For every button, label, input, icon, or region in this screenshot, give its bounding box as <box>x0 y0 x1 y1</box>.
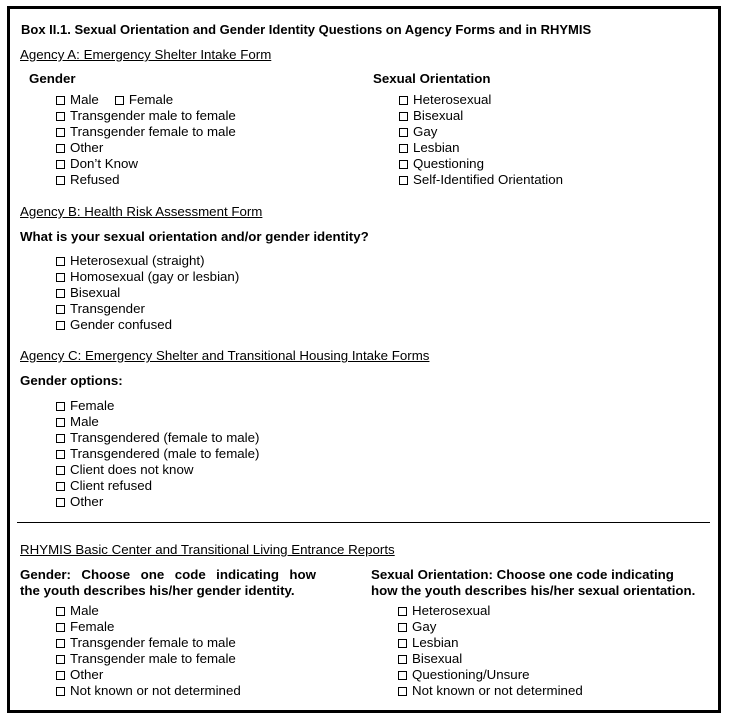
section-divider <box>17 522 710 523</box>
option-other[interactable]: Other <box>56 667 241 683</box>
checkbox-icon[interactable] <box>56 273 65 282</box>
checkbox-icon[interactable] <box>56 498 65 507</box>
checkbox-icon[interactable] <box>398 639 407 648</box>
agency-b-heading: Agency B: Health Risk Assessment Form <box>20 204 263 219</box>
agency-b-question: What is your sexual orientation and/or gender identity? <box>20 229 369 244</box>
checkbox-icon[interactable] <box>56 655 65 664</box>
checkbox-icon[interactable] <box>56 257 65 266</box>
option-gender-confused[interactable]: Gender confused <box>56 317 239 333</box>
option-transgender[interactable]: Transgender <box>56 301 239 317</box>
option-lesbian[interactable]: Lesbian <box>399 140 563 156</box>
rhymis-sexual-orientation-options <box>398 603 583 699</box>
checkbox-icon[interactable] <box>56 176 65 185</box>
checkbox-icon[interactable] <box>56 160 65 169</box>
option-heterosexual-straight[interactable]: Heterosexual (straight) <box>56 253 239 269</box>
option-questioning[interactable]: Questioning <box>399 156 563 172</box>
option-transgender-ftm[interactable]: Transgender female to male <box>56 124 236 140</box>
option-transgender-mtf[interactable]: Transgender male to female <box>56 651 241 667</box>
checkbox-icon[interactable] <box>56 402 65 411</box>
checkbox-icon[interactable] <box>56 607 65 616</box>
checkbox-icon[interactable] <box>56 687 65 696</box>
option-gay[interactable]: Gay <box>398 619 583 635</box>
rhymis-sexual-orientation-question: Sexual Orientation: Choose one code indicating how the youth describes his/her sexual orientation. <box>371 567 696 598</box>
checkbox-icon[interactable] <box>56 305 65 314</box>
rhymis-gender-question: Gender: Choose one code indicating how the youth describes his/her gender identity. <box>20 567 316 598</box>
checkbox-icon[interactable] <box>56 639 65 648</box>
checkbox-icon[interactable] <box>399 144 408 153</box>
option-refused[interactable]: Refused <box>56 172 236 188</box>
option-heterosexual[interactable]: Heterosexual <box>398 603 583 619</box>
checkbox-icon[interactable] <box>398 655 407 664</box>
option-transgendered-ftm[interactable]: Transgendered (female to male) <box>56 430 259 446</box>
checkbox-icon[interactable] <box>398 671 407 680</box>
option-bisexual[interactable]: Bisexual <box>56 285 239 301</box>
checkbox-icon[interactable] <box>399 112 408 121</box>
checkbox-icon[interactable] <box>399 176 408 185</box>
option-bisexual[interactable]: Bisexual <box>399 108 563 124</box>
checkbox-icon[interactable] <box>56 450 65 459</box>
option-female[interactable]: Female <box>56 619 241 635</box>
option-client-refused[interactable]: Client refused <box>56 478 259 494</box>
checkbox-icon[interactable] <box>115 96 124 105</box>
rhymis-gender-options <box>56 603 241 699</box>
agency-b-options <box>56 253 239 333</box>
checkbox-icon[interactable] <box>398 623 407 632</box>
option-female[interactable]: Female <box>115 92 173 108</box>
agency-a-gender-label: Gender <box>29 71 76 86</box>
checkbox-icon[interactable] <box>399 128 408 137</box>
checkbox-icon[interactable] <box>398 687 407 696</box>
checkbox-icon[interactable] <box>56 434 65 443</box>
checkbox-icon[interactable] <box>56 128 65 137</box>
option-dont-know[interactable]: Don’t Know <box>56 156 236 172</box>
option-not-known[interactable]: Not known or not determined <box>398 683 583 699</box>
agency-c-options <box>56 398 259 510</box>
checkbox-icon[interactable] <box>56 96 65 105</box>
checkbox-icon[interactable] <box>399 160 408 169</box>
checkbox-icon[interactable] <box>399 96 408 105</box>
option-transgender-mtf[interactable]: Transgender male to female <box>56 108 236 124</box>
agency-c-heading: Agency C: Emergency Shelter and Transitional Housing Intake Forms <box>20 348 430 363</box>
checkbox-icon[interactable] <box>56 466 65 475</box>
option-other[interactable]: Other <box>56 494 259 510</box>
option-transgendered-mtf[interactable]: Transgendered (male to female) <box>56 446 259 462</box>
option-questioning-unsure[interactable]: Questioning/Unsure <box>398 667 583 683</box>
option-female[interactable]: Female <box>56 398 259 414</box>
agency-c-question: Gender options: <box>20 373 123 388</box>
option-bisexual[interactable]: Bisexual <box>398 651 583 667</box>
option-gay[interactable]: Gay <box>399 124 563 140</box>
checkbox-icon[interactable] <box>56 144 65 153</box>
rhymis-heading: RHYMIS Basic Center and Transitional Living Entrance Reports <box>20 542 395 557</box>
box-title: Box II.1. Sexual Orientation and Gender Identity Questions on Agency Forms and in RHYMIS <box>21 22 592 37</box>
option-client-does-not-know[interactable]: Client does not know <box>56 462 259 478</box>
option-lesbian[interactable]: Lesbian <box>398 635 583 651</box>
agency-a-sexual-orientation-options <box>399 92 563 188</box>
checkbox-icon[interactable] <box>56 482 65 491</box>
option-not-known[interactable]: Not known or not determined <box>56 683 241 699</box>
option-male[interactable]: Male <box>56 92 99 108</box>
option-male[interactable]: Male <box>56 414 259 430</box>
option-self-identified[interactable]: Self-Identified Orientation <box>399 172 563 188</box>
checkbox-icon[interactable] <box>56 321 65 330</box>
option-other[interactable]: Other <box>56 140 236 156</box>
checkbox-icon[interactable] <box>56 671 65 680</box>
option-heterosexual[interactable]: Heterosexual <box>399 92 563 108</box>
agency-a-heading: Agency A: Emergency Shelter Intake Form <box>20 47 272 62</box>
checkbox-icon[interactable] <box>56 418 65 427</box>
option-transgender-ftm[interactable]: Transgender female to male <box>56 635 241 651</box>
checkbox-icon[interactable] <box>398 607 407 616</box>
checkbox-icon[interactable] <box>56 112 65 121</box>
agency-a-sexual-orientation-label: Sexual Orientation <box>373 71 491 86</box>
agency-a-gender-options <box>56 92 236 188</box>
option-homosexual[interactable]: Homosexual (gay or lesbian) <box>56 269 239 285</box>
checkbox-icon[interactable] <box>56 289 65 298</box>
option-male[interactable]: Male <box>56 603 241 619</box>
checkbox-icon[interactable] <box>56 623 65 632</box>
